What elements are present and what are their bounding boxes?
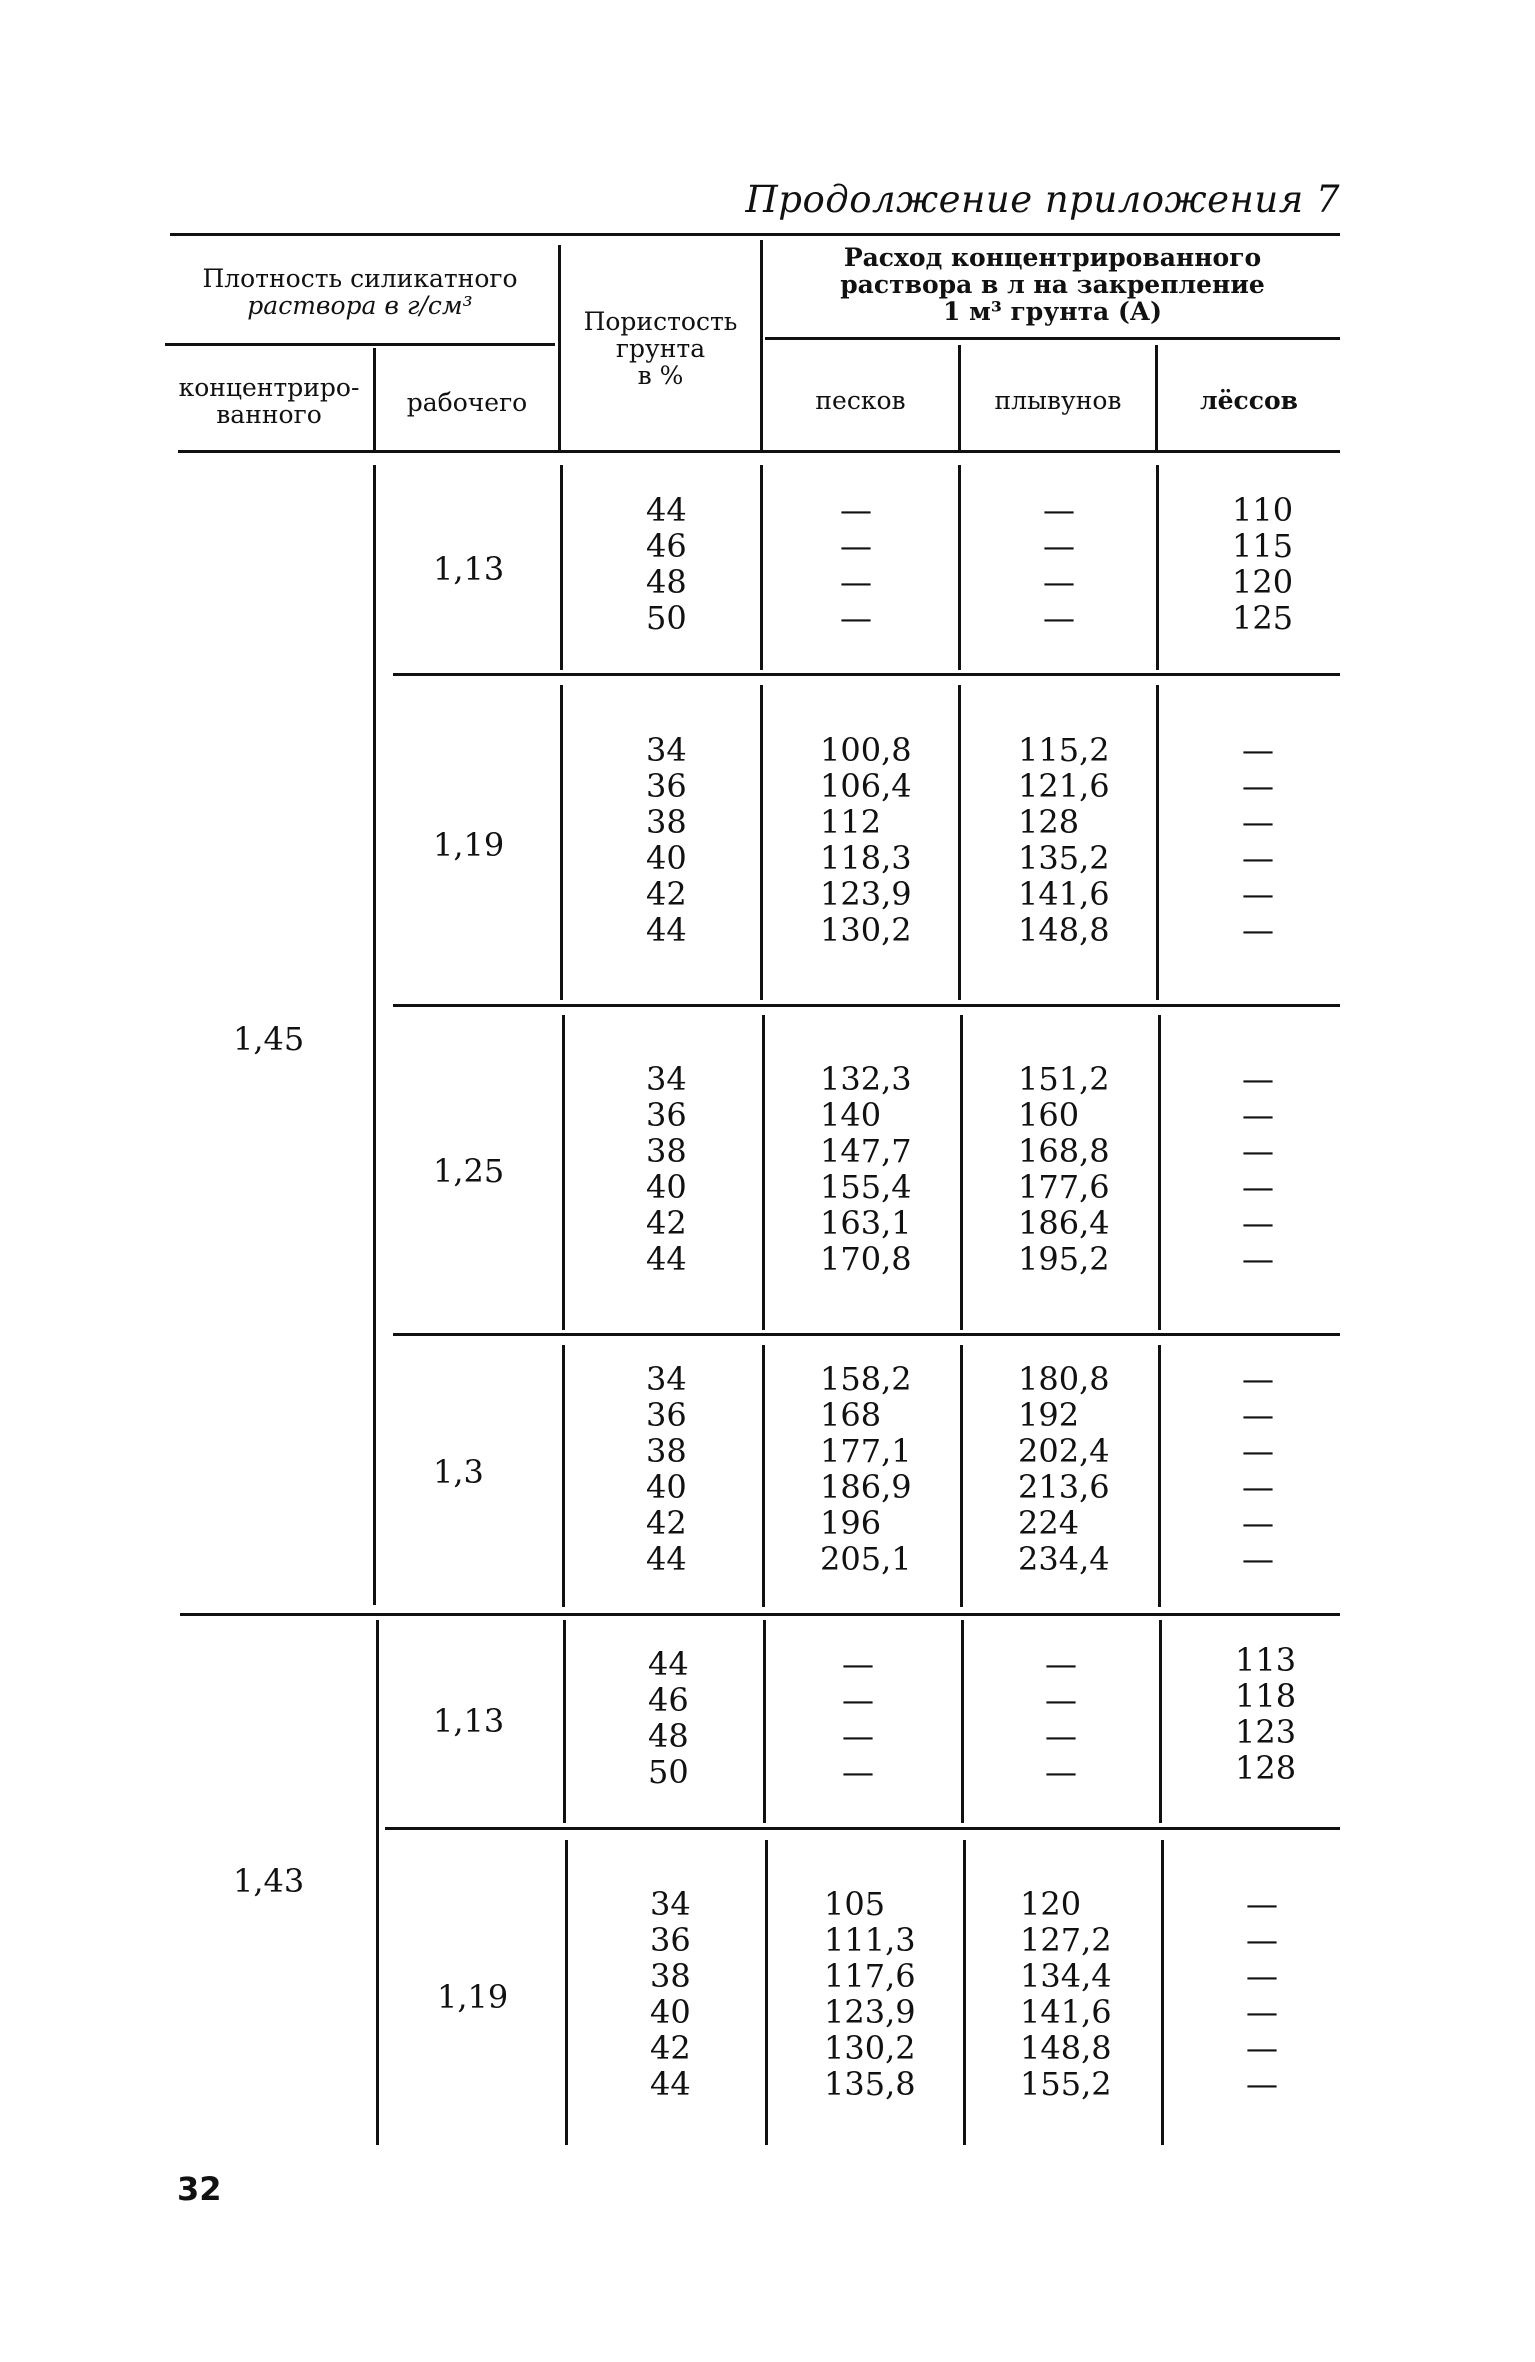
row-sands-values: — — — — — [840, 491, 872, 637]
row-separator — [385, 1827, 1340, 1830]
row-porosity-values: 34 36 38 40 42 44 — [646, 1360, 687, 1578]
body-vline-quicksands-loess — [1161, 1840, 1164, 2145]
row-loess-values: — — — — — — — [1242, 1360, 1274, 1578]
row-porosity-values: 44 46 48 50 — [648, 1645, 689, 1791]
header-working: рабочего — [406, 388, 528, 417]
header-vline-porosity-right — [760, 240, 763, 450]
body-vline-sands-quicksands — [960, 1015, 963, 1330]
row-loess-values: 113 118 123 128 — [1235, 1641, 1297, 1787]
body-vline-porosity-sands — [760, 685, 763, 1000]
header-porosity-line1: Пористость — [583, 307, 738, 336]
row-loess-values: 110 115 120 125 — [1232, 491, 1294, 637]
row-sands-values: 100,8 106,4 112 118,3 123,9 130,2 — [820, 731, 912, 949]
row-separator — [393, 1333, 1340, 1336]
body-vline-working-porosity — [565, 1840, 568, 2145]
body-vline-quicksands-loess — [1158, 1345, 1161, 1607]
row-porosity-values: 44 46 48 50 — [646, 491, 687, 637]
body-vline-sands-quicksands — [963, 1840, 966, 2145]
row-working-value: 1,25 — [433, 1152, 505, 1190]
row-sands-values: 158,2 168 177,1 186,9 196 205,1 — [820, 1360, 912, 1578]
body-vline-porosity-sands — [763, 1620, 766, 1823]
header-consumption-line3: 1 м³ грунта (А) — [943, 297, 1162, 326]
header-density-line2: раствора в г/см³ — [247, 291, 473, 320]
body-vline-porosity-sands — [762, 1015, 765, 1330]
group-separator — [180, 1613, 1340, 1616]
body-vline-quicksands-loess — [1156, 685, 1159, 1000]
row-porosity-values: 34 36 38 40 42 44 — [646, 731, 687, 949]
body-vline-working-porosity — [562, 1015, 565, 1330]
header-top-rule — [170, 233, 1340, 236]
header-consumption-line1: Расход концентрированного — [843, 243, 1262, 272]
header-sands: песков — [815, 386, 906, 415]
body-vline-working-porosity — [563, 1620, 566, 1823]
row-working-value: 1,13 — [433, 550, 505, 588]
row-working-value: 1,19 — [433, 826, 505, 864]
row-porosity-values: 34 36 38 40 42 44 — [646, 1060, 687, 1278]
row-quicksands-values: — — — — — [1045, 1645, 1077, 1791]
row-sands-values: 105 111,3 117,6 123,9 130,2 135,8 — [824, 1885, 916, 2103]
body-vline-porosity-sands — [762, 1345, 765, 1607]
body-vline-porosity-sands — [765, 1840, 768, 2145]
header-density-line1: Плотность силикатного — [202, 264, 518, 293]
header-consumption — [765, 244, 1340, 325]
page-number: 32 — [177, 2170, 222, 2208]
group-concentrated-value: 1,45 — [233, 1020, 305, 1058]
row-loess-values: — — — — — — — [1246, 1885, 1278, 2103]
body-vline-sands-quicksands — [961, 1620, 964, 1823]
body-vline-sands-quicksands — [958, 685, 961, 1000]
body-vline-working-porosity — [560, 685, 563, 1000]
header-concentrated-line1: концентриро- — [178, 373, 360, 402]
header-consumption-line2: раствора в л на закрепление — [840, 270, 1265, 299]
body-vline-quicksands-loess — [1159, 1620, 1162, 1823]
header-porosity-line2: грунта — [615, 334, 706, 363]
row-quicksands-values: 115,2 121,6 128 135,2 141,6 148,8 — [1018, 731, 1110, 949]
header-porosity — [561, 308, 760, 389]
body-vline-working-porosity — [560, 465, 563, 670]
header-density — [170, 265, 550, 319]
header-concentrated-line2: ванного — [216, 400, 322, 429]
body-vline-porosity-sands — [760, 465, 763, 670]
header-density-subrule — [165, 343, 555, 346]
body-vline-concentrated-working — [373, 465, 376, 1605]
row-quicksands-values: 120 127,2 134,4 141,6 148,8 155,2 — [1020, 1885, 1112, 2103]
row-quicksands-values: 180,8 192 202,4 213,6 224 234,4 — [1018, 1360, 1110, 1578]
body-vline-sands-quicksands — [960, 1345, 963, 1607]
row-porosity-values: 34 36 38 40 42 44 — [650, 1885, 691, 2103]
header-loess: лёссов — [1199, 386, 1299, 415]
body-vline-quicksands-loess — [1156, 465, 1159, 670]
row-loess-values: — — — — — — — [1242, 1060, 1274, 1278]
header-quicksands: плывунов — [994, 386, 1122, 415]
body-vline-sands-quicksands — [958, 465, 961, 670]
row-quicksands-values: — — — — — [1043, 491, 1075, 637]
header-consumption-subrule — [765, 337, 1340, 340]
row-working-value: 1,3 — [433, 1453, 484, 1491]
row-working-value: 1,13 — [433, 1702, 505, 1740]
group-concentrated-value: 1,43 — [233, 1862, 305, 1900]
table-caption: Продолжение приложения 7 — [745, 178, 1340, 221]
row-separator — [393, 1004, 1340, 1007]
row-quicksands-values: 151,2 160 168,8 177,6 186,4 195,2 — [1018, 1060, 1110, 1278]
row-loess-values: — — — — — — — [1242, 731, 1274, 949]
row-working-value: 1,19 — [437, 1978, 509, 2016]
body-vline-quicksands-loess — [1158, 1015, 1161, 1330]
header-bottom-rule — [178, 450, 1340, 453]
body-vline-working-porosity — [562, 1345, 565, 1607]
row-sands-values: 132,3 140 147,7 155,4 163,1 170,8 — [820, 1060, 912, 1278]
header-porosity-line3: в % — [637, 361, 684, 390]
row-separator — [393, 673, 1340, 676]
row-sands-values: — — — — — [842, 1645, 874, 1791]
header-concentrated — [165, 374, 373, 428]
body-vline-concentrated-working-2 — [376, 1620, 379, 2145]
